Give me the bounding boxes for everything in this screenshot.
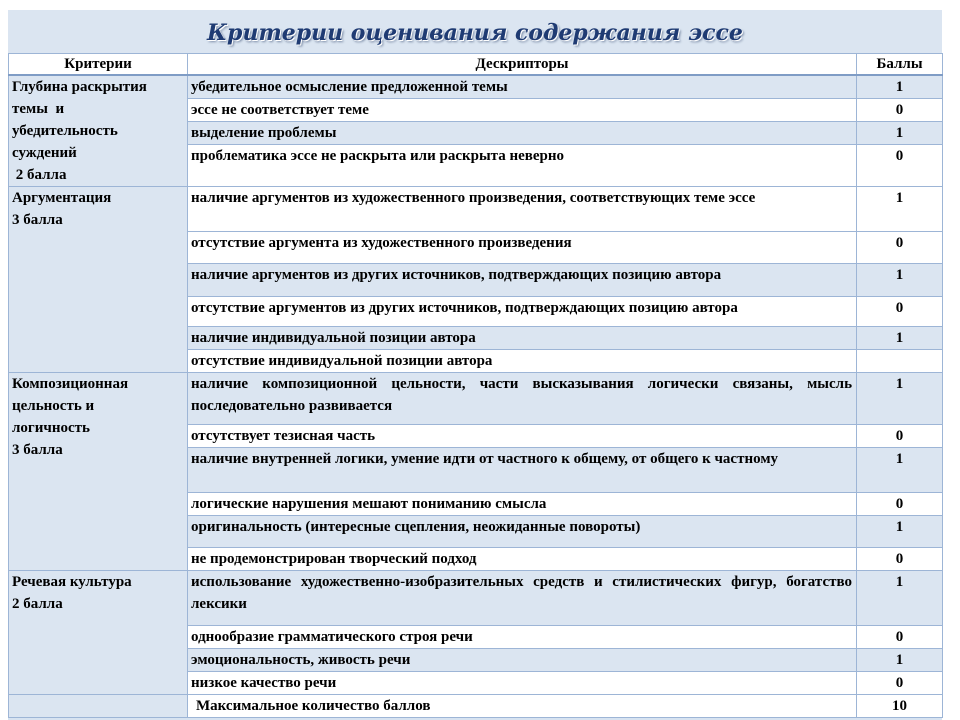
descriptor-cell: отсутствие индивидуальной позиции автора	[188, 350, 857, 373]
descriptor-cell: отсутствие аргумента из художественного произведения	[188, 232, 857, 264]
criterion-line: Глубина раскрытия	[12, 79, 147, 95]
score-cell: 0	[857, 548, 943, 571]
criterion-line: Аргументация	[12, 190, 112, 206]
criterion-cell	[9, 571, 188, 695]
criterion-line: убедительность	[12, 123, 118, 139]
criterion-cell	[9, 187, 188, 373]
score-cell: 1	[857, 75, 943, 99]
descriptor-cell: наличие аргументов из художественного произведения, соответствующих теме эссе	[188, 187, 857, 232]
criterion-line: суждений	[12, 145, 77, 161]
score-cell: 0	[857, 626, 943, 649]
score-cell: 0	[857, 145, 943, 187]
table-row	[9, 75, 943, 99]
criterion-line: 2 балла	[12, 596, 63, 612]
page-title: Критерии оценивания содержания эссе	[8, 10, 942, 55]
score-cell: 0	[857, 672, 943, 695]
descriptor-cell: проблематика эссе не раскрыта или раскрыта неверно	[188, 145, 857, 187]
criterion-line: цельность и	[12, 398, 95, 414]
descriptor-cell: эссе не соответствует теме	[188, 99, 857, 122]
score-cell: 0	[857, 297, 943, 327]
criterion-line: логичность	[12, 420, 90, 436]
criterion-cell	[9, 75, 188, 187]
criterion-line: темы и	[12, 101, 65, 117]
descriptor-cell: убедительное осмысление предложенной темы	[188, 75, 857, 99]
total-score: 10	[857, 695, 943, 718]
score-cell: 1	[857, 571, 943, 626]
descriptor-cell: не продемонстрирован творческий подход	[188, 548, 857, 571]
score-cell: 0	[857, 425, 943, 448]
criterion-line: Композиционная	[12, 376, 129, 392]
descriptor-cell: логические нарушения мешают пониманию смысла	[188, 493, 857, 516]
table-body	[9, 75, 943, 718]
descriptor-cell: наличие внутренней логики, умение идти от частного к общему, от общего к частному	[188, 448, 857, 493]
criterion-line: 3 балла	[12, 442, 63, 458]
descriptor-cell: низкое качество речи	[188, 672, 857, 695]
score-cell: 0	[857, 232, 943, 264]
column-header-descriptors: Дескрипторы	[188, 54, 857, 76]
score-cell: 0	[857, 493, 943, 516]
score-cell: 1	[857, 516, 943, 548]
score-cell: 1	[857, 373, 943, 425]
score-cell: 0	[857, 99, 943, 122]
descriptor-cell: использование художественно-изобразительных средств и стилистических фигур, богатство лексики	[188, 571, 857, 626]
criterion-cell	[9, 373, 188, 571]
score-cell: 1	[857, 649, 943, 672]
descriptor-cell: наличие композиционной цельности, части высказывания логически связаны, мысль последовательно развивается	[188, 373, 857, 425]
total-blank-cell	[9, 695, 188, 718]
descriptor-cell: выделение проблемы	[188, 122, 857, 145]
table-row	[9, 187, 943, 232]
descriptor-cell: наличие индивидуальной позиции автора	[188, 327, 857, 350]
descriptor-cell: однообразие грамматического строя речи	[188, 626, 857, 649]
criterion-line: 2 балла	[12, 167, 67, 183]
score-cell	[857, 350, 943, 373]
descriptor-cell: оригинальность (интересные сцепления, неожиданные повороты)	[188, 516, 857, 548]
criterion-line: Речевая культура	[12, 574, 132, 590]
descriptor-cell: отсутствует тезисная часть	[188, 425, 857, 448]
score-cell: 1	[857, 327, 943, 350]
score-cell: 1	[857, 122, 943, 145]
descriptor-cell: эмоциональность, живость речи	[188, 649, 857, 672]
score-cell: 1	[857, 448, 943, 493]
column-header-points: Баллы	[857, 54, 943, 76]
descriptor-cell: отсутствие аргументов из других источников, подтверждающих позицию автора	[188, 297, 857, 327]
table-row	[9, 571, 943, 626]
column-header-criteria: Критерии	[9, 54, 188, 76]
criterion-line: 3 балла	[12, 212, 63, 228]
total-row	[9, 695, 943, 718]
total-label: Максимальное количество баллов	[188, 695, 857, 718]
score-cell: 1	[857, 264, 943, 297]
table-row	[9, 373, 943, 425]
score-cell: 1	[857, 187, 943, 232]
descriptor-cell: наличие аргументов из других источников, подтверждающих позицию автора	[188, 264, 857, 297]
criteria-table	[8, 53, 943, 718]
